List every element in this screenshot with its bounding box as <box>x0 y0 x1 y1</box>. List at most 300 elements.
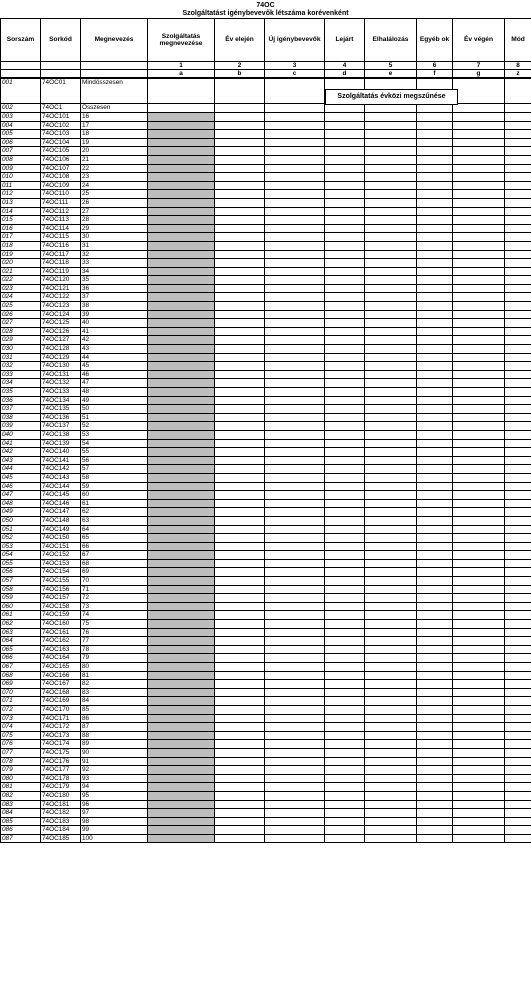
entry-cell[interactable] <box>365 723 417 732</box>
entry-cell[interactable] <box>505 164 531 173</box>
entry-cell[interactable] <box>215 508 265 517</box>
entry-cell[interactable] <box>215 336 265 345</box>
entry-cell[interactable] <box>453 723 505 732</box>
szolgaltatas-cell[interactable] <box>148 508 215 517</box>
entry-cell[interactable] <box>417 396 453 405</box>
entry-cell[interactable] <box>265 611 325 620</box>
entry-cell[interactable] <box>417 620 453 629</box>
entry-cell[interactable] <box>365 585 417 594</box>
entry-cell[interactable] <box>417 663 453 672</box>
entry-cell[interactable] <box>365 413 417 422</box>
entry-cell[interactable] <box>365 748 417 757</box>
szolgaltatas-cell[interactable] <box>148 310 215 319</box>
entry-cell[interactable] <box>265 697 325 706</box>
szolgaltatas-cell[interactable] <box>148 705 215 714</box>
entry-cell[interactable] <box>265 293 325 302</box>
entry-cell[interactable] <box>365 551 417 560</box>
entry-cell[interactable] <box>453 121 505 130</box>
entry-cell[interactable] <box>265 181 325 190</box>
entry-cell[interactable] <box>417 216 453 225</box>
entry-cell[interactable] <box>505 396 531 405</box>
entry-cell[interactable] <box>453 482 505 491</box>
entry-cell[interactable] <box>215 774 265 783</box>
entry-cell[interactable] <box>325 439 365 448</box>
entry-cell[interactable] <box>417 525 453 534</box>
szolgaltatas-cell[interactable] <box>148 267 215 276</box>
entry-cell[interactable] <box>417 817 453 826</box>
entry-cell[interactable] <box>453 637 505 646</box>
szolgaltatas-cell[interactable] <box>148 723 215 732</box>
entry-cell[interactable] <box>505 766 531 775</box>
entry-cell[interactable] <box>325 302 365 311</box>
szolgaltatas-cell[interactable] <box>148 345 215 354</box>
entry-cell[interactable] <box>505 516 531 525</box>
entry-cell[interactable] <box>365 628 417 637</box>
entry-cell[interactable] <box>325 216 365 225</box>
entry-cell[interactable] <box>453 336 505 345</box>
entry-cell[interactable] <box>417 276 453 285</box>
entry-cell[interactable] <box>453 173 505 182</box>
entry-cell[interactable] <box>453 516 505 525</box>
szolgaltatas-cell[interactable] <box>148 491 215 500</box>
entry-cell[interactable] <box>365 654 417 663</box>
entry-cell[interactable] <box>325 534 365 543</box>
szolgaltatas-cell[interactable] <box>148 611 215 620</box>
entry-cell[interactable] <box>417 740 453 749</box>
entry-cell[interactable] <box>365 740 417 749</box>
entry-cell[interactable] <box>505 388 531 397</box>
entry-cell[interactable] <box>215 731 265 740</box>
entry-cell[interactable] <box>505 559 531 568</box>
entry-cell[interactable] <box>325 791 365 800</box>
entry-cell[interactable] <box>505 577 531 586</box>
entry-cell[interactable] <box>453 276 505 285</box>
szolgaltatas-cell[interactable] <box>148 284 215 293</box>
entry-cell[interactable] <box>505 155 531 164</box>
entry-cell[interactable] <box>215 473 265 482</box>
szolgaltatas-cell[interactable] <box>148 181 215 190</box>
entry-cell[interactable] <box>453 370 505 379</box>
entry-cell[interactable] <box>505 473 531 482</box>
entry-cell[interactable] <box>505 173 531 182</box>
entry-cell[interactable] <box>365 284 417 293</box>
entry-cell[interactable] <box>453 663 505 672</box>
entry-cell[interactable] <box>265 164 325 173</box>
entry-cell[interactable] <box>265 723 325 732</box>
entry-cell[interactable] <box>265 671 325 680</box>
entry-cell[interactable] <box>505 216 531 225</box>
entry-cell[interactable] <box>365 663 417 672</box>
entry-cell[interactable] <box>215 499 265 508</box>
entry-cell[interactable] <box>417 130 453 139</box>
entry-cell[interactable] <box>325 620 365 629</box>
entry-cell[interactable] <box>215 559 265 568</box>
entry-cell[interactable] <box>215 620 265 629</box>
entry-cell[interactable] <box>417 800 453 809</box>
entry-cell[interactable] <box>265 542 325 551</box>
entry-cell[interactable] <box>505 293 531 302</box>
entry-cell[interactable] <box>365 293 417 302</box>
entry-cell[interactable] <box>417 602 453 611</box>
entry-cell[interactable] <box>215 319 265 328</box>
entry-cell[interactable] <box>365 757 417 766</box>
entry-cell[interactable] <box>453 766 505 775</box>
entry-cell[interactable] <box>325 448 365 457</box>
entry-cell[interactable] <box>265 267 325 276</box>
entry-cell[interactable] <box>215 757 265 766</box>
entry-cell[interactable] <box>325 430 365 439</box>
entry-cell[interactable] <box>453 155 505 164</box>
szolgaltatas-cell[interactable] <box>148 783 215 792</box>
entry-cell[interactable] <box>265 319 325 328</box>
entry-cell[interactable] <box>325 757 365 766</box>
szolgaltatas-cell[interactable] <box>148 654 215 663</box>
szolgaltatas-cell[interactable] <box>148 473 215 482</box>
entry-cell[interactable] <box>215 284 265 293</box>
entry-cell[interactable] <box>505 688 531 697</box>
szolgaltatas-cell[interactable] <box>148 499 215 508</box>
szolgaltatas-cell[interactable] <box>148 121 215 130</box>
entry-cell[interactable] <box>453 473 505 482</box>
entry-cell[interactable] <box>265 809 325 818</box>
entry-cell[interactable] <box>505 345 531 354</box>
entry-cell[interactable] <box>215 602 265 611</box>
entry-cell[interactable] <box>215 766 265 775</box>
entry-cell[interactable] <box>215 276 265 285</box>
entry-cell[interactable] <box>453 680 505 689</box>
entry-cell[interactable] <box>215 233 265 242</box>
entry-cell[interactable] <box>265 413 325 422</box>
szolgaltatas-cell[interactable] <box>148 207 215 216</box>
entry-cell[interactable] <box>417 388 453 397</box>
entry-cell[interactable] <box>325 190 365 199</box>
entry-cell[interactable] <box>215 439 265 448</box>
entry-cell[interactable] <box>365 499 417 508</box>
entry-cell[interactable] <box>453 525 505 534</box>
entry-cell[interactable] <box>325 155 365 164</box>
szolgaltatas-cell[interactable] <box>148 628 215 637</box>
szolgaltatas-cell[interactable] <box>148 585 215 594</box>
entry-cell[interactable] <box>215 422 265 431</box>
entry-cell[interactable] <box>215 173 265 182</box>
entry-cell[interactable] <box>453 714 505 723</box>
entry-cell[interactable] <box>365 448 417 457</box>
entry-cell[interactable] <box>417 783 453 792</box>
entry-cell[interactable] <box>265 577 325 586</box>
entry-cell[interactable] <box>505 482 531 491</box>
entry-cell[interactable] <box>215 740 265 749</box>
entry-cell[interactable] <box>325 224 365 233</box>
entry-cell[interactable] <box>505 267 531 276</box>
entry-cell[interactable] <box>325 740 365 749</box>
szolgaltatas-cell[interactable] <box>148 465 215 474</box>
entry-cell[interactable] <box>453 620 505 629</box>
entry-cell[interactable] <box>365 396 417 405</box>
entry-cell[interactable] <box>505 310 531 319</box>
szolgaltatas-cell[interactable] <box>148 405 215 414</box>
szolgaltatas-cell[interactable] <box>148 834 215 843</box>
szolgaltatas-cell[interactable] <box>148 190 215 199</box>
entry-cell[interactable] <box>265 422 325 431</box>
entry-cell[interactable] <box>215 834 265 843</box>
szolgaltatas-cell[interactable] <box>148 379 215 388</box>
entry-cell[interactable] <box>417 791 453 800</box>
szolgaltatas-cell[interactable] <box>148 542 215 551</box>
entry-cell[interactable] <box>265 405 325 414</box>
entry-cell[interactable] <box>365 241 417 250</box>
entry-cell[interactable] <box>365 637 417 646</box>
szolgaltatas-cell[interactable] <box>148 224 215 233</box>
szolgaltatas-cell[interactable] <box>148 396 215 405</box>
szolgaltatas-cell[interactable] <box>148 620 215 629</box>
entry-cell[interactable] <box>325 577 365 586</box>
entry-cell[interactable] <box>453 78 505 104</box>
entry-cell[interactable] <box>453 310 505 319</box>
entry-cell[interactable] <box>325 499 365 508</box>
entry-cell[interactable] <box>365 130 417 139</box>
entry-cell[interactable] <box>365 250 417 259</box>
szolgaltatas-cell[interactable] <box>148 757 215 766</box>
entry-cell[interactable] <box>417 155 453 164</box>
entry-cell[interactable] <box>365 138 417 147</box>
entry-cell[interactable] <box>505 78 531 104</box>
entry-cell[interactable] <box>365 345 417 354</box>
entry-cell[interactable] <box>365 181 417 190</box>
entry-cell[interactable] <box>265 568 325 577</box>
entry-cell[interactable] <box>453 577 505 586</box>
entry-cell[interactable] <box>505 723 531 732</box>
entry-cell[interactable] <box>215 800 265 809</box>
entry-cell[interactable] <box>325 388 365 397</box>
entry-cell[interactable] <box>215 482 265 491</box>
entry-cell[interactable] <box>325 147 365 156</box>
entry-cell[interactable] <box>215 353 265 362</box>
entry-cell[interactable] <box>505 809 531 818</box>
entry-cell[interactable] <box>265 645 325 654</box>
entry-cell[interactable] <box>365 190 417 199</box>
entry-cell[interactable] <box>215 491 265 500</box>
entry-cell[interactable] <box>325 241 365 250</box>
entry-cell[interactable] <box>215 379 265 388</box>
entry-cell[interactable] <box>265 654 325 663</box>
entry-cell[interactable] <box>453 534 505 543</box>
entry-cell[interactable] <box>453 302 505 311</box>
entry-cell[interactable] <box>505 663 531 672</box>
entry-cell[interactable] <box>365 430 417 439</box>
entry-cell[interactable] <box>215 465 265 474</box>
entry-cell[interactable] <box>365 705 417 714</box>
entry-cell[interactable] <box>265 637 325 646</box>
entry-cell[interactable] <box>365 113 417 122</box>
entry-cell[interactable] <box>417 508 453 517</box>
entry-cell[interactable] <box>505 370 531 379</box>
entry-cell[interactable] <box>325 482 365 491</box>
entry-cell[interactable] <box>325 310 365 319</box>
entry-cell[interactable] <box>365 456 417 465</box>
entry-cell[interactable] <box>365 680 417 689</box>
entry-cell[interactable] <box>325 723 365 732</box>
entry-cell[interactable] <box>215 637 265 646</box>
entry-cell[interactable] <box>265 345 325 354</box>
entry-cell[interactable] <box>265 276 325 285</box>
entry-cell[interactable] <box>325 422 365 431</box>
entry-cell[interactable] <box>453 130 505 139</box>
entry-cell[interactable] <box>453 748 505 757</box>
entry-cell[interactable] <box>505 671 531 680</box>
entry-cell[interactable] <box>505 113 531 122</box>
entry-cell[interactable] <box>325 207 365 216</box>
entry-cell[interactable] <box>365 302 417 311</box>
entry-cell[interactable] <box>215 516 265 525</box>
szolgaltatas-cell[interactable] <box>148 826 215 835</box>
entry-cell[interactable] <box>215 388 265 397</box>
entry-cell[interactable] <box>325 834 365 843</box>
entry-cell[interactable] <box>265 250 325 259</box>
szolgaltatas-cell[interactable] <box>148 525 215 534</box>
entry-cell[interactable] <box>325 267 365 276</box>
entry-cell[interactable] <box>215 551 265 560</box>
szolgaltatas-cell[interactable] <box>148 302 215 311</box>
entry-cell[interactable] <box>453 731 505 740</box>
entry-cell[interactable] <box>453 688 505 697</box>
entry-cell[interactable] <box>417 688 453 697</box>
entry-cell[interactable] <box>453 834 505 843</box>
entry-cell[interactable] <box>505 620 531 629</box>
entry-cell[interactable] <box>453 267 505 276</box>
entry-cell[interactable] <box>417 327 453 336</box>
entry-cell[interactable] <box>215 267 265 276</box>
entry-cell[interactable] <box>417 637 453 646</box>
entry-cell[interactable] <box>453 439 505 448</box>
entry-cell[interactable] <box>325 766 365 775</box>
entry-cell[interactable] <box>325 645 365 654</box>
szolgaltatas-cell[interactable] <box>148 697 215 706</box>
entry-cell[interactable] <box>325 138 365 147</box>
entry-cell[interactable] <box>453 413 505 422</box>
entry-cell[interactable] <box>417 284 453 293</box>
entry-cell[interactable] <box>365 259 417 268</box>
entry-cell[interactable] <box>215 568 265 577</box>
entry-cell[interactable] <box>365 224 417 233</box>
entry-cell[interactable] <box>215 705 265 714</box>
entry-cell[interactable] <box>265 379 325 388</box>
entry-cell[interactable] <box>265 147 325 156</box>
entry-cell[interactable] <box>453 508 505 517</box>
entry-cell[interactable] <box>417 310 453 319</box>
entry-cell[interactable] <box>505 826 531 835</box>
entry-cell[interactable] <box>325 327 365 336</box>
entry-cell[interactable] <box>453 430 505 439</box>
szolgaltatas-cell[interactable] <box>148 138 215 147</box>
entry-cell[interactable] <box>265 207 325 216</box>
entry-cell[interactable] <box>325 198 365 207</box>
entry-cell[interactable] <box>215 198 265 207</box>
entry-cell[interactable] <box>417 233 453 242</box>
entry-cell[interactable] <box>417 302 453 311</box>
entry-cell[interactable] <box>265 284 325 293</box>
entry-cell[interactable] <box>417 413 453 422</box>
entry-cell[interactable] <box>365 800 417 809</box>
entry-cell[interactable] <box>215 534 265 543</box>
entry-cell[interactable] <box>417 379 453 388</box>
szolgaltatas-cell[interactable] <box>148 113 215 122</box>
entry-cell[interactable] <box>265 499 325 508</box>
entry-cell[interactable] <box>505 491 531 500</box>
entry-cell[interactable] <box>365 791 417 800</box>
entry-cell[interactable] <box>505 534 531 543</box>
entry-cell[interactable] <box>325 688 365 697</box>
entry-cell[interactable] <box>453 800 505 809</box>
entry-cell[interactable] <box>365 216 417 225</box>
entry-cell[interactable] <box>325 551 365 560</box>
entry-cell[interactable] <box>453 405 505 414</box>
entry-cell[interactable] <box>505 611 531 620</box>
szolgaltatas-cell[interactable] <box>148 293 215 302</box>
entry-cell[interactable] <box>417 499 453 508</box>
szolgaltatas-cell[interactable] <box>148 577 215 586</box>
entry-cell[interactable] <box>265 585 325 594</box>
szolgaltatas-cell[interactable] <box>148 78 215 104</box>
szolgaltatas-cell[interactable] <box>148 319 215 328</box>
szolgaltatas-cell[interactable] <box>148 766 215 775</box>
entry-cell[interactable] <box>325 525 365 534</box>
szolgaltatas-cell[interactable] <box>148 370 215 379</box>
szolgaltatas-cell[interactable] <box>148 637 215 646</box>
entry-cell[interactable] <box>265 766 325 775</box>
entry-cell[interactable] <box>265 302 325 311</box>
szolgaltatas-cell[interactable] <box>148 448 215 457</box>
entry-cell[interactable] <box>365 568 417 577</box>
entry-cell[interactable] <box>453 104 505 113</box>
entry-cell[interactable] <box>417 138 453 147</box>
entry-cell[interactable] <box>365 362 417 371</box>
entry-cell[interactable] <box>505 190 531 199</box>
entry-cell[interactable] <box>215 430 265 439</box>
entry-cell[interactable] <box>325 654 365 663</box>
entry-cell[interactable] <box>365 465 417 474</box>
szolgaltatas-cell[interactable] <box>148 259 215 268</box>
entry-cell[interactable] <box>215 250 265 259</box>
szolgaltatas-cell[interactable] <box>148 422 215 431</box>
entry-cell[interactable] <box>453 791 505 800</box>
entry-cell[interactable] <box>417 259 453 268</box>
entry-cell[interactable] <box>417 714 453 723</box>
entry-cell[interactable] <box>265 336 325 345</box>
entry-cell[interactable] <box>365 766 417 775</box>
entry-cell[interactable] <box>417 723 453 732</box>
szolgaltatas-cell[interactable] <box>148 748 215 757</box>
entry-cell[interactable] <box>265 757 325 766</box>
entry-cell[interactable] <box>417 439 453 448</box>
entry-cell[interactable] <box>365 671 417 680</box>
entry-cell[interactable] <box>505 602 531 611</box>
entry-cell[interactable] <box>325 774 365 783</box>
entry-cell[interactable] <box>215 207 265 216</box>
entry-cell[interactable] <box>265 224 325 233</box>
entry-cell[interactable] <box>453 198 505 207</box>
entry-cell[interactable] <box>365 164 417 173</box>
entry-cell[interactable] <box>505 241 531 250</box>
entry-cell[interactable] <box>215 723 265 732</box>
entry-cell[interactable] <box>265 534 325 543</box>
entry-cell[interactable] <box>325 817 365 826</box>
entry-cell[interactable] <box>325 113 365 122</box>
entry-cell[interactable] <box>453 740 505 749</box>
entry-cell[interactable] <box>453 456 505 465</box>
entry-cell[interactable] <box>365 714 417 723</box>
entry-cell[interactable] <box>417 164 453 173</box>
entry-cell[interactable] <box>215 645 265 654</box>
